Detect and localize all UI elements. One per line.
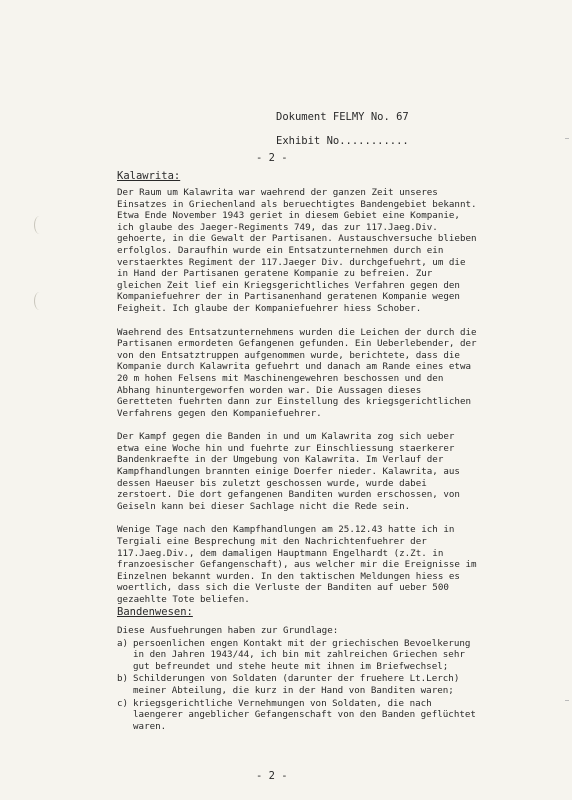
list-item <box>117 673 477 696</box>
section-kalawrita-body <box>117 187 477 618</box>
document-number-line: Dokument FELMY No. 67 <box>276 111 409 123</box>
section-bandenwesen-body <box>117 625 477 733</box>
edge-mark <box>565 138 569 139</box>
page-number-top: - 2 - <box>256 152 288 164</box>
paragraph: Waehrend des Entsatzunternehmens wurden die Leichen der durch die Partisanen ermordeten Gefangenen gefunden. Ein Ueberlebender, der von den Entsatztruppen aufgenommen wurde, berichtete, dass die Kompanie durch Kalawrita gefuehrt und danach am Rande eines etwa 20 m hohen Felsens mit Maschinengewehren beschossen und den Abhang hinuntergeworfen worden war. Die Aussagen dieses Geretteten fuehrten dann zur Einstellung des kriegsgerichtlichen Verfahrens gegen den Kompaniefuehrer. <box>117 326 477 419</box>
list-marker: c) <box>117 697 129 709</box>
list-marker: b) <box>117 673 129 685</box>
paragraph: Wenige Tage nach den Kampfhandlungen am 25.12.43 hatte ich in Tergiali eine Besprechung mit den Nachrichtenfuehrer der 117.Jaeg.Div., dem damaligen Hauptmann Engelhardt (z.Zt. in franzoesischer Gefangenschaft), aus welcher mir die Ereignisse im Einzelnen bekannt wurden. In den taktischen Meldungen hiess es woertlich, dass sich die Verluste der Banditen auf ueber 500 gezaehlte Tote beliefen. <box>117 524 477 605</box>
punch-hole-mark <box>34 216 45 234</box>
document-header <box>276 110 409 148</box>
list-item <box>117 638 477 673</box>
list-item-text: Schilderungen von Soldaten (darunter der fruehere Lt.Lerch) meiner Abteilung, die kurz in der Hand von Banditen waren; <box>133 673 460 696</box>
list-item-text: persoenlichen engen Kontakt mit der griechischen Bevoelkerung in den Jahren 1943/44, ich bin mit zahlreichen Griechen sehr gut befreundet und stehe heute mit ihnen im Briefwechsel; <box>133 637 471 672</box>
exhibit-number-line: Exhibit No........... <box>276 135 409 147</box>
edge-mark <box>565 700 569 701</box>
list-item <box>117 698 477 733</box>
section-title-bandenwesen: Bandenwesen: <box>117 606 193 618</box>
paragraph: Der Raum um Kalawrita war waehrend der ganzen Zeit unseres Einsatzes in Griechenland als beruechtigtes Bandengebiet bekannt. Etwa Ende November 1943 geriet in diesem Gebiet eine Kompanie, ich glaube des Jaeger-Regiments 749, das zur 117.Jaeg.Div. gehoerte, in die Gewalt der Partisanen. Austauschversuche blieben erfolglos. Daraufhin wurde ein Entsatzunternehmen durch ein verstaerktes Regiment der 117.Jaeger Div. durchgefuehrt, um die in Hand der Partisanen geratene Kompanie zu befreien. Zur gleichen Zeit lief ein Kriegsgerichtliches Verfahren gegen den Kompaniefuehrer der in Partisanenhand geratenen Kompanie wegen Feigheit. Ich glaube der Kompaniefuehrer hiess Schober. <box>117 187 477 314</box>
list-item-text: kriegsgerichtliche Vernehmungen von Soldaten, die nach laengerer angeblicher Gefangenschaft von den Banden geflüchtet waren. <box>133 697 476 732</box>
punch-hole-mark <box>34 292 45 310</box>
list-intro: Diese Ausfuehrungen haben zur Grundlage: <box>117 625 339 636</box>
page-number-bottom: - 2 - <box>256 770 288 782</box>
list-marker: a) <box>117 637 129 649</box>
section-title-kalawrita: Kalawrita: <box>117 170 181 182</box>
basis-list <box>117 638 477 733</box>
paragraph: Der Kampf gegen die Banden in und um Kalawrita zog sich ueber etwa eine Woche hin und fuehrte zur Einschliessung staerkerer Bandenkraefte in der Umgebung von Kalawrita. Im Verlauf der Kampfhandlungen brannten einige Doerfer nieder. Kalawrita, aus dessen Haeuser bis zuletzt geschossen wurde, wurde dabei zerstoert. Die dort gefangenen Banditen wurden erschossen, von Geiseln kann bei dieser Sachlage nicht die Rede sein. <box>117 431 460 512</box>
